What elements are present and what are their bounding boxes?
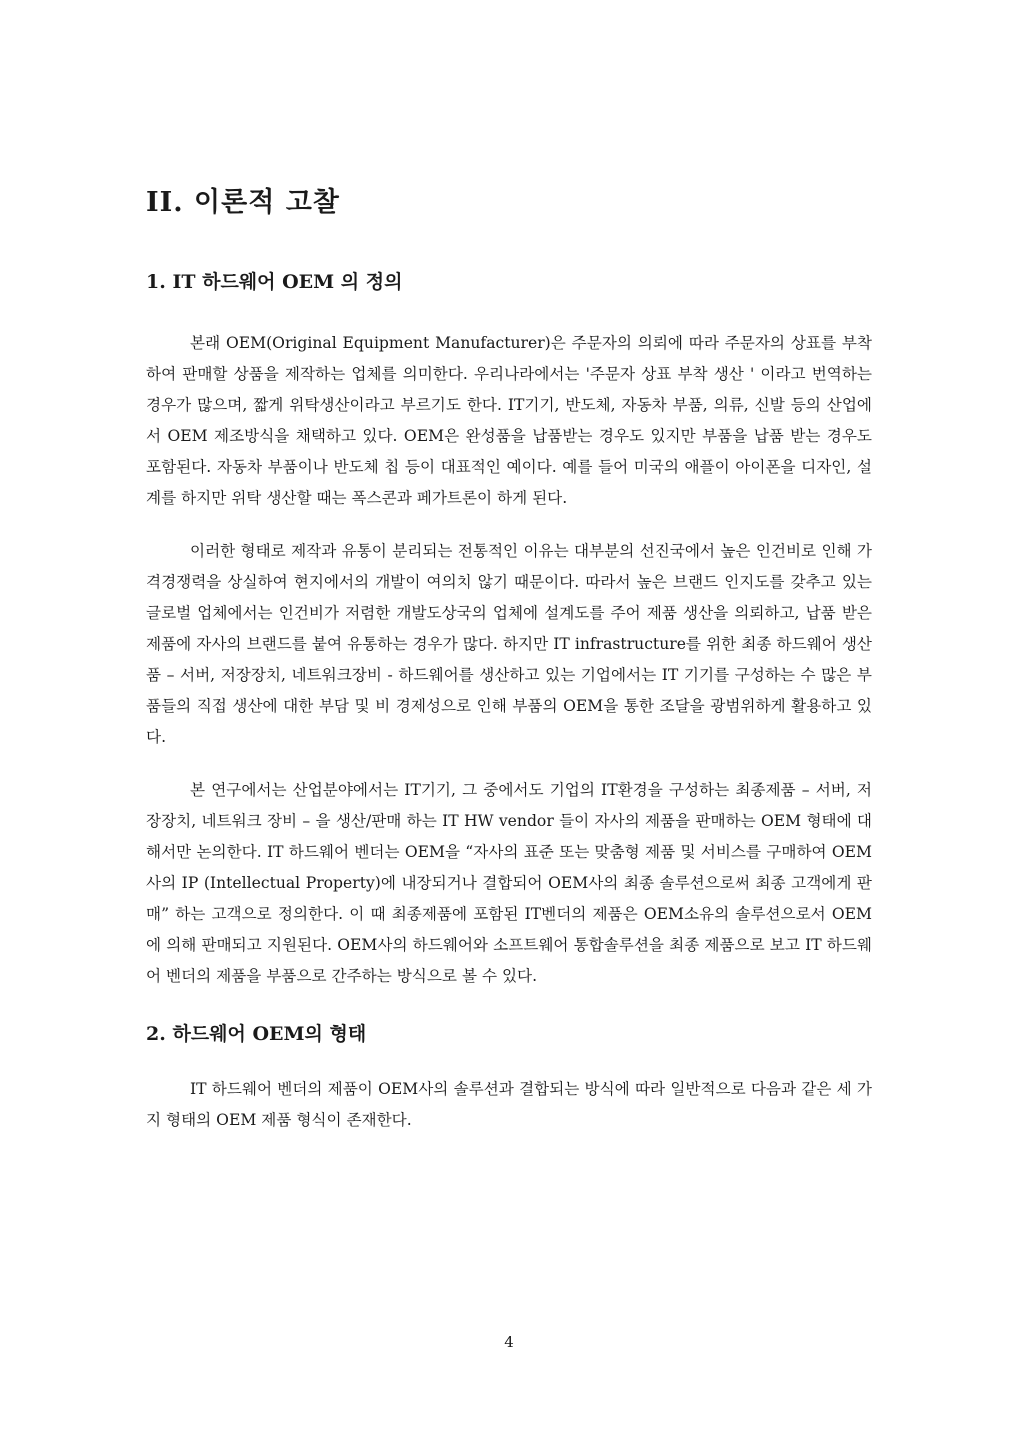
section-2-paragraph-1: IT 하드웨어 벤더의 제품이 OEM사의 솔루션과 결합되는 방식에 따라 일반적으로 다음과 같은 세 가지 형태의 OEM 제품 형식이 존재한다. [146,1080,872,1129]
section-1-paragraph-3: 본 연구에서는 산업분야에서는 IT기기, 그 중에서도 기업의 IT환경을 구성하는 최종제품 – 서버, 저장장치, 네트워크 장비 – 을 생산/판매 하는 IT HW vendor 들이 자사의 제품을 판매하는 OEM 형태에 대해서만 논의한다. IT 하드웨어 벤더는 OEM을 “자사의 표준 또는 맞춤형 제품 및 서비스를 구매하여 OEM사의 IP (Intellectual Property)에 내장되거나 결합되어 OEM사의 최종 솔루션으로써 최종 고객에게 판매” 하는 고객으로 정의한다. 이 때 최종제품에 포함된 IT벤더의 제품은 OEM소유의 솔루션으로서 OEM에 의해 판매되고 지원된다. OEM사의 하드웨어와 소프트웨어 통합솔루션을 최종 제품으로 보고 IT 하드웨어 벤더의 제품을 부품으로 간주하는 방식으로 볼 수 있다. [146,781,872,985]
section-1-title: 1. IT 하드웨어 OEM 의 정의 [146,271,403,293]
section-2-title: 2. 하드웨어 OEM의 형태 [146,1023,367,1045]
page-number: 4 [504,1333,514,1351]
chapter-title: II. 이론적 고찰 [146,187,340,218]
section-1-paragraph-2: 이러한 형태로 제작과 유통이 분리되는 전통적인 이유는 대부분의 선진국에서 높은 인건비로 인해 가격경쟁력을 상실하여 현지에서의 개발이 여의치 않기 때문이다. 따라서 높은 브랜드 인지도를 갖추고 있는 글로벌 업체에서는 인건비가 저렴한 개발도상국의 업체에 설계도를 주어 제품 생산을 의뢰하고, 납품 받은 제품에 자사의 브랜드를 붙여 유통하는 경우가 많다. 하지만 IT infrastructure를 위한 최종 하드웨어 생산품 – 서버, 저장장치, 네트워크장비 - 하드웨어를 생산하고 있는 기업에서는 IT 기기를 구성하는 수 많은 부품들의 직접 생산에 대한 부담 및 비 경제성으로 인해 부품의 OEM을 통한 조달을 광범위하게 활용하고 있다. [146,542,872,746]
section-1-paragraph-1: 본래 OEM(Original Equipment Manufacturer)은 주문자의 의뢰에 따라 주문자의 상표를 부착하여 판매할 상품을 제작하는 업체를 의미한다. 우리나라에서는 '주문자 상표 부착 생산 ' 이라고 번역하는 경우가 많으며, 짧게 위탁생산이라고 부르기도 한다. IT기기, 반도체, 자동차 부품, 의류, 신발 등의 산업에서 OEM 제조방식을 채택하고 있다. OEM은 완성품을 납품받는 경우도 있지만 부품을 납품 받는 경우도 포함된다. 자동차 부품이나 반도체 칩 등이 대표적인 예이다. 예를 들어 미국의 애플이 아이폰을 디자인, 설계를 하지만 위탁 생산할 때는 폭스콘과 페가트론이 하게 된다. [146,334,872,507]
page-content [146,180,872,1136]
